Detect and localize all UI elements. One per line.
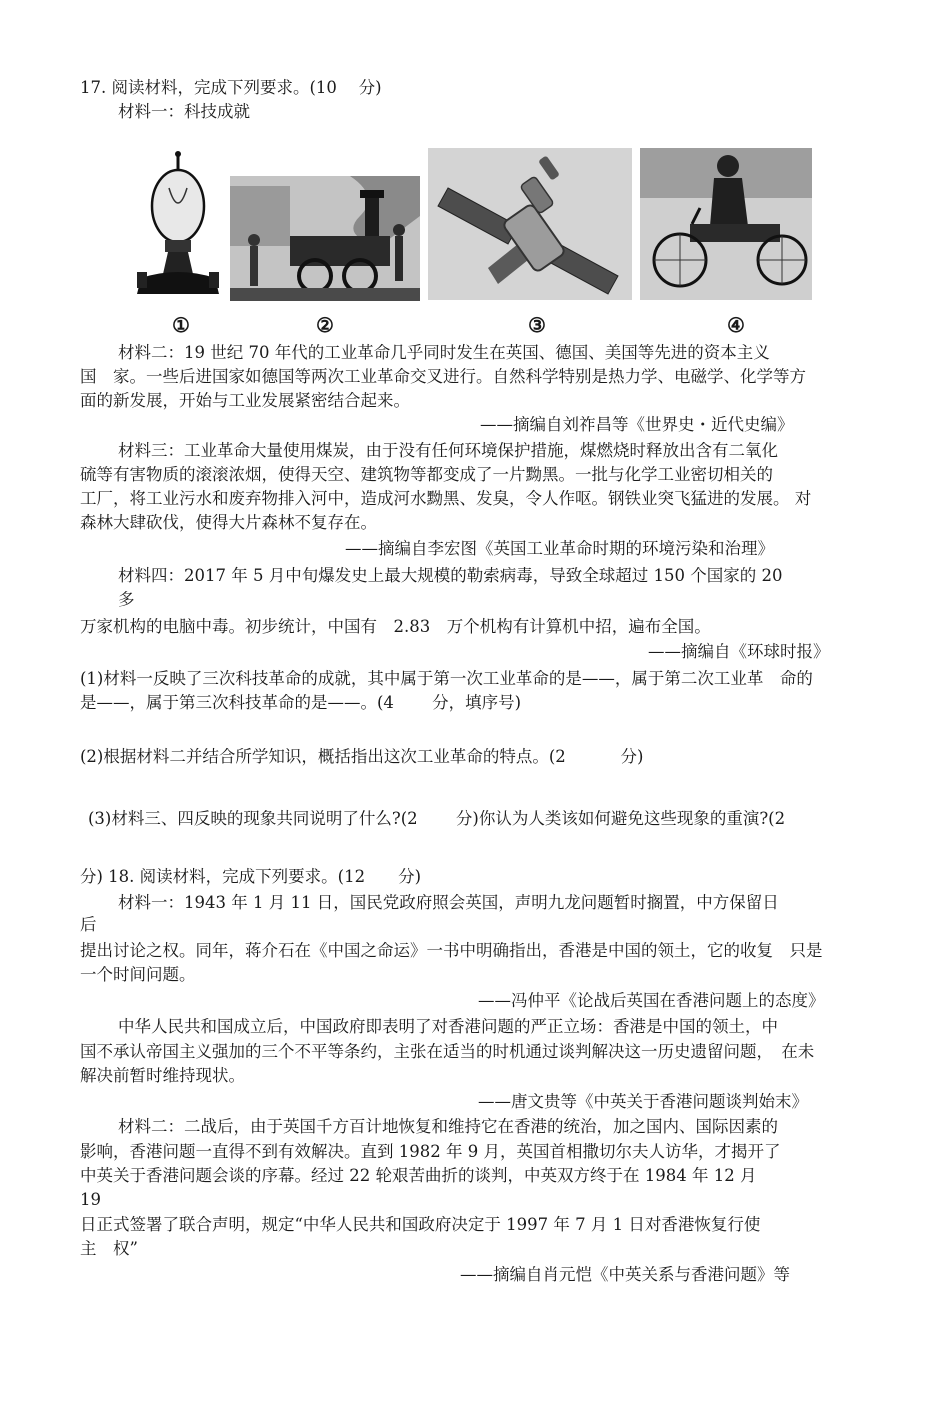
early-automobile-image — [640, 148, 812, 300]
q17-material4-source: ——摘编自《环球时报》 — [648, 642, 830, 661]
q17-material4-line: 万家机构的电脑中毒。初步统计，中国有 2.83 万个机构有计算机中招，遍布全国。 — [80, 617, 711, 636]
q17-subquestion-1-line: 是——，属于第三次科技革命的是——。(4 分，填序号) — [80, 693, 522, 712]
q18-material1-line: 一个时间问题。 — [80, 965, 196, 984]
q18-material1-source: ——冯仲平《论战后英国在香港问题上的态度》 — [478, 991, 825, 1010]
q18-material1b-line: 中华人民共和国成立后，中国政府即表明了对香港问题的严正立场：香港是中国的领土，中 — [118, 1017, 778, 1036]
space-station-image — [428, 148, 632, 300]
image-label-3: ③ — [528, 313, 546, 337]
q17-material2-line: 面的新发展，开始与工业发展紧密结合起来。 — [80, 391, 410, 410]
q18-material2-line: 影响，香港问题一直得不到有效解决。直到 1982 年 9 月，英国首相撒切尔夫人访华，才揭开了 — [80, 1142, 781, 1161]
q17-material4-line: 材料四：2017 年 5 月中旬爆发史上最大规模的勒索病毒，导致全球超过 150 个国家的 20 — [118, 566, 783, 585]
q17-title: 17. 阅读材料，完成下列要求。(10 分) — [80, 78, 382, 97]
q17-material2-line: 材料二：19 世纪 70 年代的工业革命几乎同时发生在英国、德国、美国等先进的资本主义 — [118, 343, 770, 362]
q18-title: 分) 18. 阅读材料，完成下列要求。(12 分) — [80, 867, 422, 886]
steam-locomotive-image — [230, 176, 420, 301]
q18-material1b-line: 解决前暂时维持现状。 — [80, 1066, 245, 1085]
q17-material1-label: 材料一：科技成就 — [118, 102, 250, 121]
q18-material1-line: 后 — [80, 915, 97, 934]
image-label-4: ④ — [727, 313, 745, 337]
q17-material3-line: 森林大肆砍伐，使得大片森林不复存在。 — [80, 513, 377, 532]
q17-subquestion-3: (3)材料三、四反映的现象共同说明了什么?(2 分)你认为人类该如何避免这些现象的重演?(2 — [88, 809, 786, 828]
q18-material1-line: 提出讨论之权。同年，蒋介石在《中国之命运》一书中明确指出，香港是中国的领土，它的收复 只是 — [80, 941, 823, 960]
q18-material2-line: 材料二：二战后，由于英国千方百计地恢复和维持它在香港的统治，加之国内、国际因素的 — [118, 1117, 778, 1136]
q18-material1-line: 材料一：1943 年 1 月 11 日，国民党政府照会英国，声明九龙问题暂时搁置，中方保留日 — [118, 893, 779, 912]
image-label-2: ② — [316, 313, 334, 337]
image-label-1: ① — [172, 313, 190, 337]
q17-material3-source: ——摘编自李宏图《英国工业革命时期的环境污染和治理》 — [345, 539, 774, 558]
q17-material3-line: 硫等有害物质的滚滚浓烟，使得天空、建筑物等都变成了一片黝黑。一批与化学工业密切相关的 — [80, 465, 773, 484]
q18-material2-line: 中英关于香港问题会谈的序幕。经过 22 轮艰苦曲折的谈判，中英双方终于在 1984 年 12 月 — [80, 1166, 757, 1185]
q18-material2-source: ——摘编自肖元恺《中英关系与香港问题》等 — [460, 1265, 790, 1284]
light-bulb-image — [133, 148, 223, 298]
q18-material2-line: 主 权” — [80, 1239, 138, 1258]
q17-material2-source: ——摘编自刘祚昌等《世界史・近代史编》 — [480, 415, 794, 434]
q17-material4-line: 多 — [118, 590, 135, 609]
q17-material2-line: 国 家。一些后进国家如德国等两次工业革命交叉进行。自然科学特别是热力学、电磁学、化学等方 — [80, 367, 806, 386]
q17-material3-line: 材料三：工业革命大量使用煤炭，由于没有任何环境保护措施，煤燃烧时释放出含有二氧化 — [118, 441, 778, 460]
q18-material1b-line: 国不承认帝国主义强加的三个不平等条约，主张在适当的时机通过谈判解决这一历史遗留问题， 在未 — [80, 1042, 815, 1061]
q17-subquestion-2: (2)根据材料二并结合所学知识，概括指出这次工业革命的特点。(2 分) — [80, 747, 644, 766]
q18-material2-line: 日正式签署了联合声明，规定“中华人民共和国政府决定于 1997 年 7 月 1 日对香港恢复行使 — [80, 1215, 761, 1234]
q18-material1b-source: ——唐文贵等《中英关于香港问题谈判始末》 — [478, 1092, 808, 1111]
q18-material2-line: 19 — [80, 1190, 101, 1209]
q17-subquestion-1-line: (1)材料一反映了三次科技革命的成就，其中属于第一次工业革命的是——，属于第二次工业革 命的 — [80, 669, 813, 688]
q17-material3-line: 工厂，将工业污水和废弃物排入河中，造成河水黝黑、发臭，令人作呕。钢铁业突飞猛进的发展。 对 — [80, 489, 812, 508]
